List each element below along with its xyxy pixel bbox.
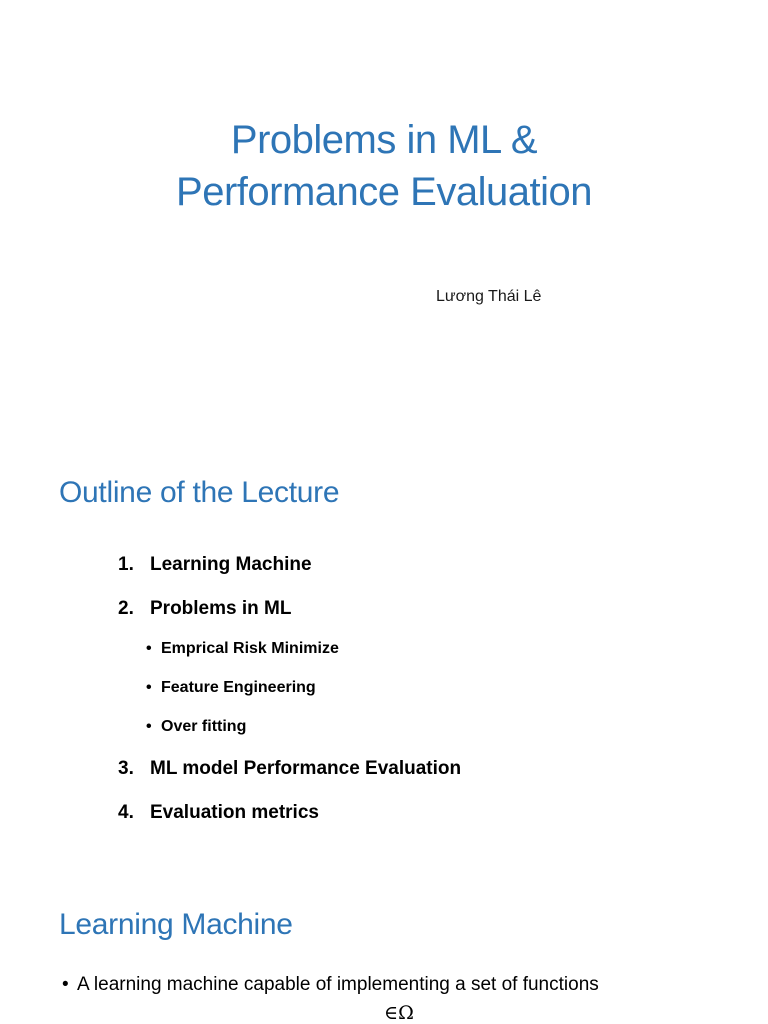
outline-item-label: Problems in ML <box>150 598 292 619</box>
body-bullet <box>62 974 599 996</box>
outline-title: Outline of the Lecture <box>59 476 340 509</box>
outline-subitem <box>146 718 246 736</box>
outline-item <box>118 758 461 780</box>
outline-item-label: Evaluation metrics <box>150 802 319 823</box>
math-expression: ∈Ω <box>384 1002 414 1024</box>
outline-item-label: Learning Machine <box>150 554 312 575</box>
title-slide <box>0 0 768 432</box>
outline-slide <box>0 432 768 864</box>
outline-item-number: 3. <box>118 758 134 779</box>
outline-item <box>118 554 312 576</box>
outline-item-label: ML model Performance Evaluation <box>150 758 462 779</box>
bullet-icon: • <box>146 679 152 696</box>
outline-subitem-label: Feature Engineering <box>161 679 316 696</box>
outline-item-number: 4. <box>118 802 134 823</box>
body-bullet-text: A learning machine capable of implementing a set of functions <box>77 974 599 995</box>
outline-subitem-label: Emprical Risk Minimize <box>161 640 339 657</box>
slide-title-line-2: Performance Evaluation <box>176 170 592 214</box>
outline-item <box>118 598 291 620</box>
outline-subitem <box>146 679 316 697</box>
bullet-icon: • <box>62 974 69 995</box>
outline-item-number: 1. <box>118 554 134 575</box>
bullet-icon: • <box>146 640 152 657</box>
outline-subitem-label: Over fitting <box>161 718 247 735</box>
learning-machine-title: Learning Machine <box>59 908 293 941</box>
slide-title-line-1: Problems in ML & <box>230 118 538 162</box>
bullet-icon: • <box>146 718 152 735</box>
outline-subitem <box>146 640 339 658</box>
outline-item <box>118 802 319 824</box>
outline-item-number: 2. <box>118 598 134 619</box>
author-name: Lương Thái Lê <box>436 288 542 305</box>
learning-machine-slide <box>0 864 768 1024</box>
